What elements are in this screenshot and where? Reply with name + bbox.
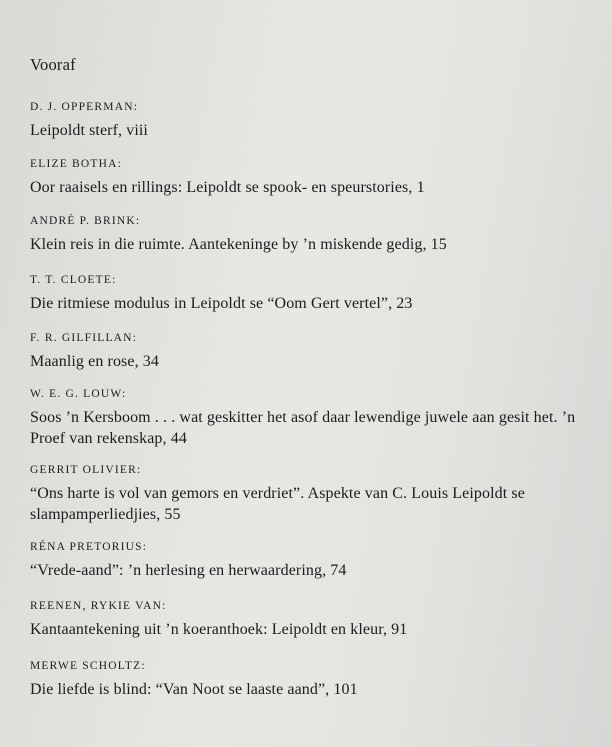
contents-entry: [30, 659, 590, 700]
contents-entry: [30, 387, 590, 449]
entry-title: Leipoldt sterf, viii: [30, 122, 148, 139]
contents-entry: [30, 273, 590, 314]
contents-entry: [30, 331, 590, 372]
entry-title: Klein reis in die ruimte. Aantekeninge by ’n miskende gedig, 15: [30, 236, 447, 253]
entry-title: Die ritmiese modulus in Leipoldt se “Oom Gert vertel”, 23: [30, 295, 413, 312]
entry-author: RÉNA PRETORIUS:: [30, 541, 148, 553]
contents-entry: [30, 599, 590, 640]
entry-author: ELIZE BOTHA:: [30, 158, 123, 170]
contents-entry: [30, 214, 590, 255]
entry-author: MERWE SCHOLTZ:: [30, 660, 146, 672]
entry-author: T. T. CLOETE:: [30, 274, 117, 286]
contents-entry: [30, 157, 590, 198]
entry-title: Kantaantekening uit ’n koeranthoek: Leipoldt en kleur, 91: [30, 621, 408, 638]
entry-title: “Vrede-aand”: ’n herlesing en herwaardering, 74: [30, 562, 347, 579]
contents-entry: [30, 100, 590, 141]
entry-title: Soos ’n Kersboom . . . wat geskitter het asof daar lewendige juwele aan gesit het. ’n Proef van rekenskap, 44: [30, 409, 576, 447]
entry-title: “Ons harte is vol van gemors en verdriet”. Aspekte van C. Louis Leipoldt se slampamperliedjies, 55: [30, 485, 525, 523]
entry-author: ANDRÉ P. BRINK:: [30, 215, 141, 227]
entry-author: GERRIT OLIVIER:: [30, 464, 142, 476]
contents-entry: [30, 540, 590, 581]
entry-author: F. R. GILFILLAN:: [30, 332, 138, 344]
page-heading: Vooraf: [30, 55, 76, 74]
entry-author: D. J. OPPERMAN:: [30, 101, 139, 113]
entry-title: Maanlig en rose, 34: [30, 353, 159, 370]
contents-entry: [30, 463, 590, 525]
entry-author: REENEN, RYKIE VAN:: [30, 600, 167, 612]
entry-title: Oor raaisels en rillings: Leipoldt se spook- en speurstories, 1: [30, 179, 425, 196]
entry-author: W. E. G. LOUW:: [30, 388, 127, 400]
entry-title: Die liefde is blind: “Van Noot se laaste aand”, 101: [30, 681, 358, 698]
